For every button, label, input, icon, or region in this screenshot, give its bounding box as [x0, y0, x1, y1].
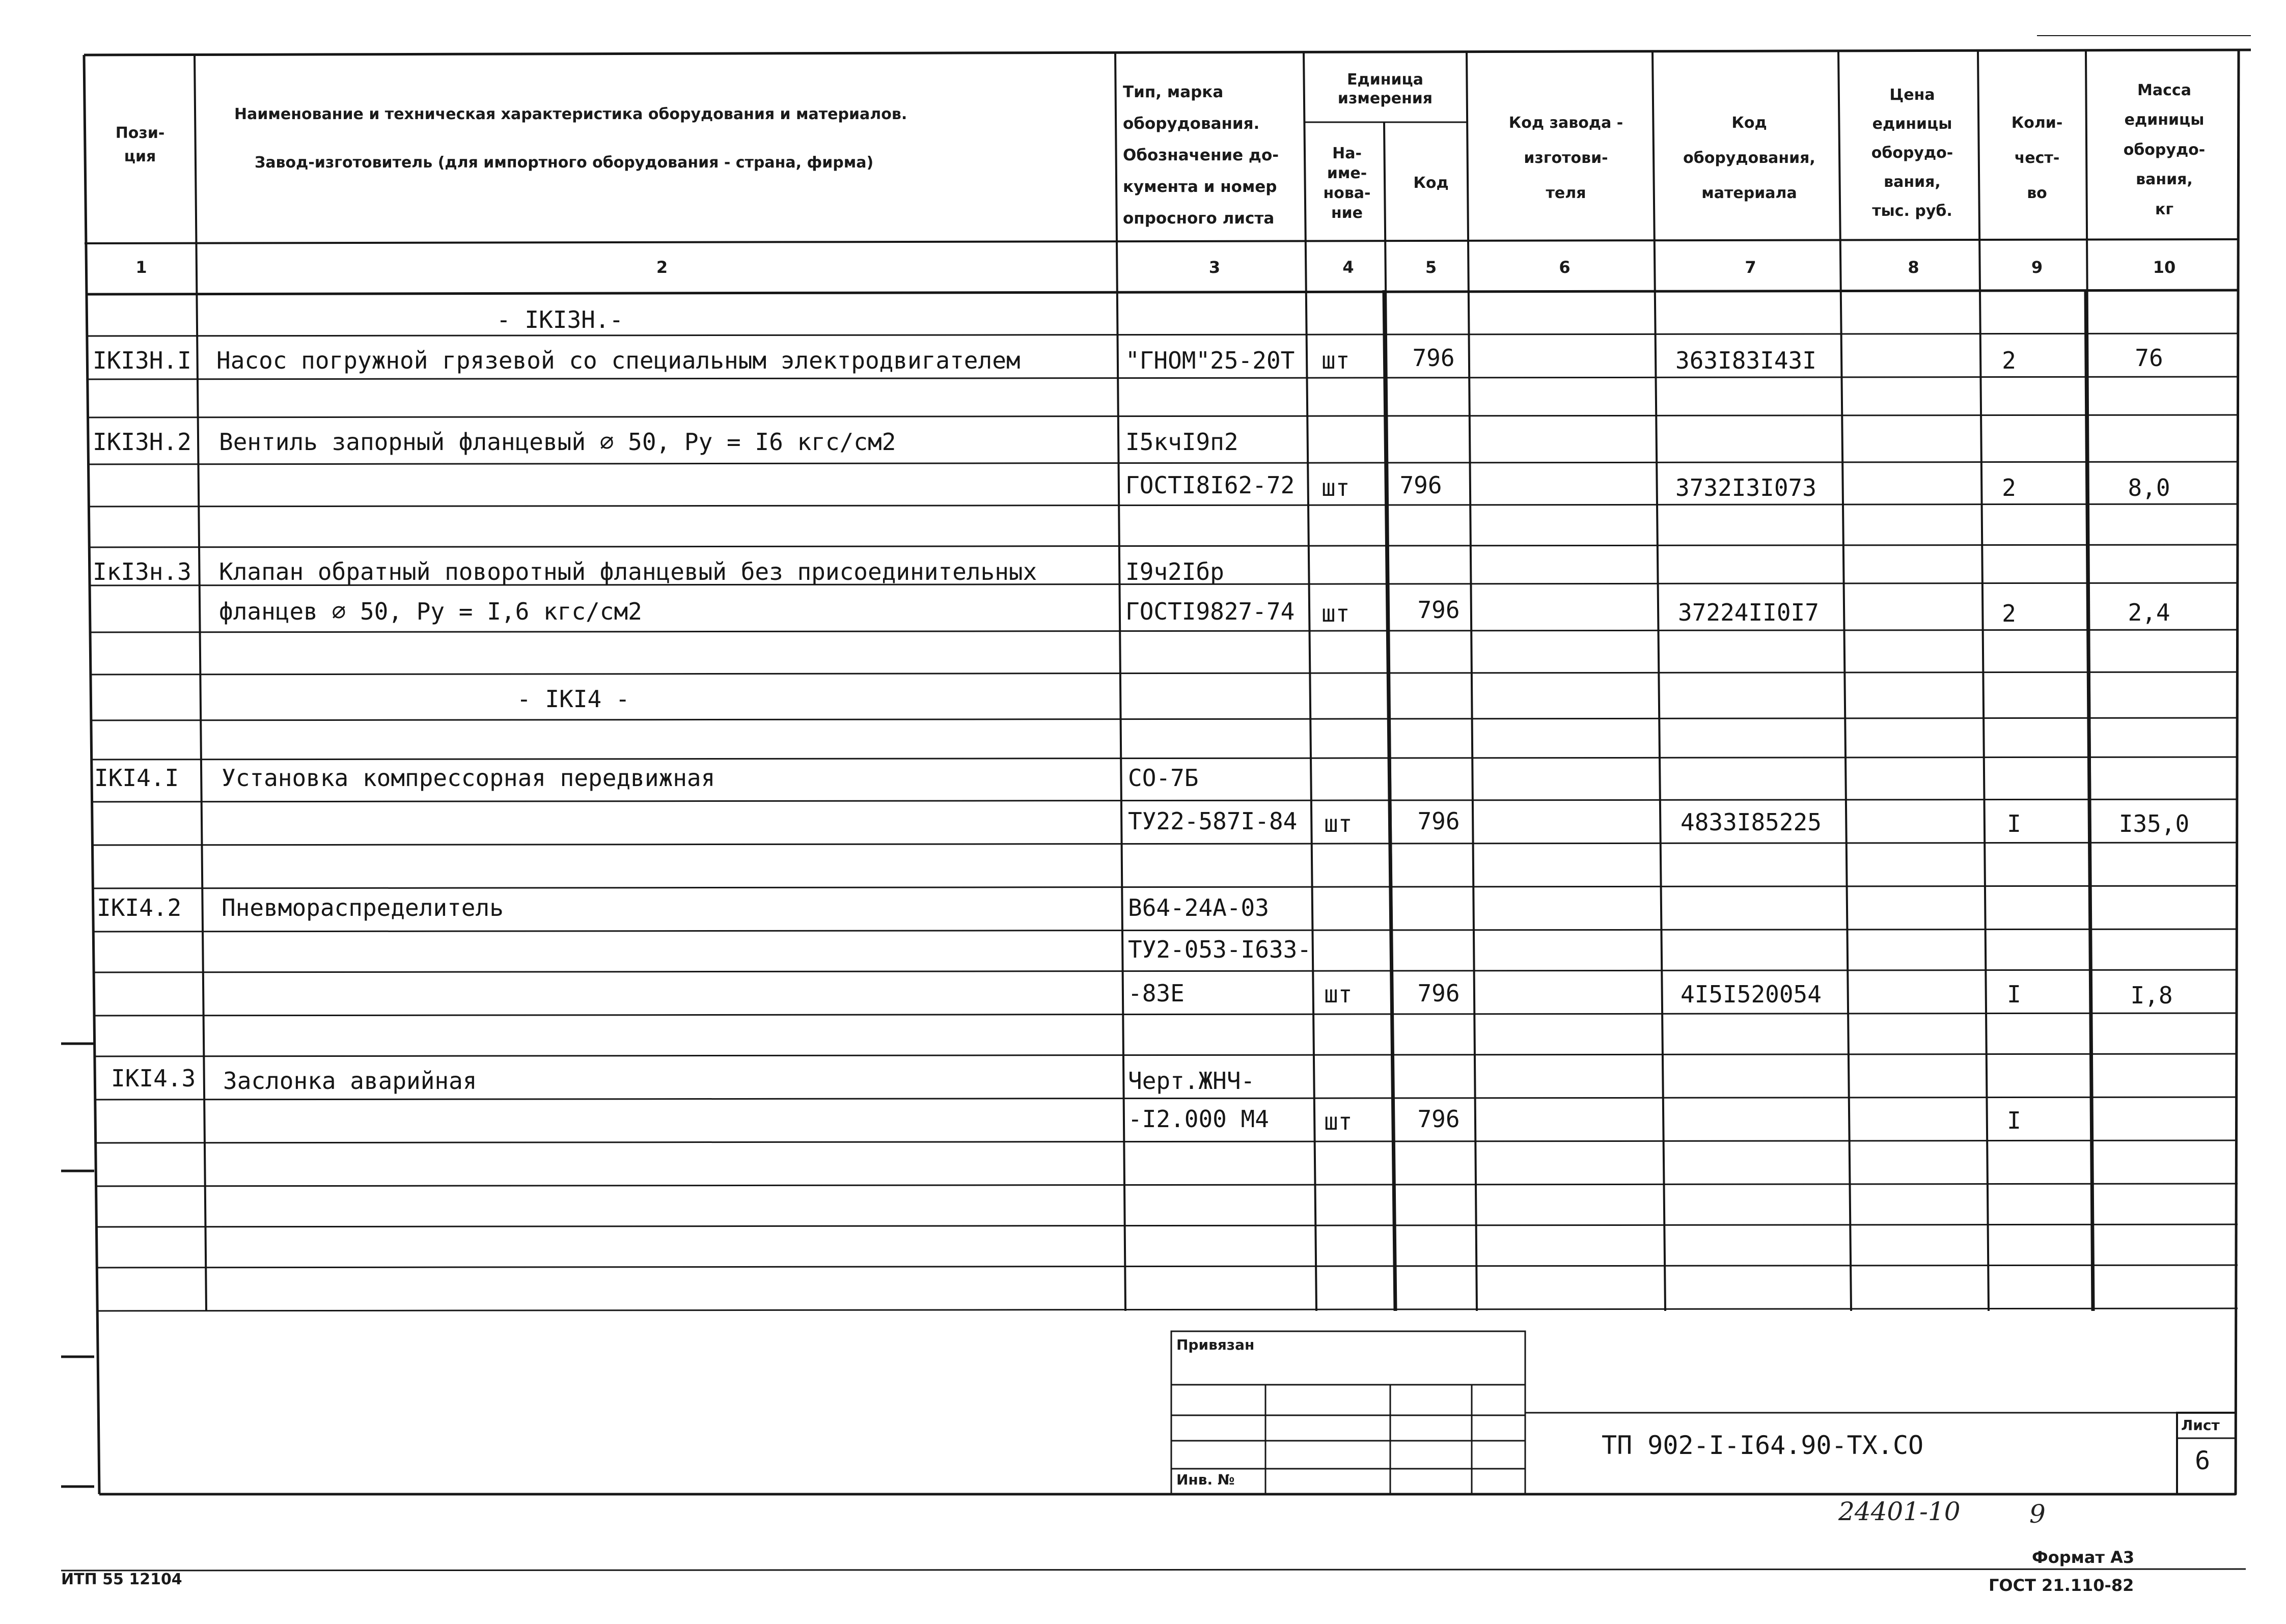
header-type: Тип, марка оборудования. Обозначение до- кумента и номер опросного листа [1123, 83, 1279, 228]
row-type: ГОСТI9827-74 [1125, 598, 1295, 625]
row-position: IKI3H.2 [93, 428, 191, 456]
sheet-label: Лист [2181, 1417, 2220, 1434]
row-quantity: 2 [2002, 600, 2016, 627]
row-position: IKI4.2 [97, 894, 182, 921]
row-unit: шт [1321, 347, 1350, 374]
row-quantity: I [2007, 981, 2021, 1008]
row-equipment-code: 363I83I43I [1675, 347, 1816, 374]
row-unit-code: 796 [1417, 979, 1460, 1007]
header-equipment-code: Код оборудования, материала [1683, 114, 1815, 202]
row-mass: 2,4 [2128, 599, 2170, 626]
row-equipment-code: 37224II0I7 [1678, 599, 1819, 626]
row-position: IKI3H.I [93, 347, 191, 374]
header-unit-code: Код [1413, 174, 1449, 192]
row-unit-code: 796 [1417, 1105, 1460, 1133]
row-quantity: I [2007, 810, 2021, 837]
handwritten-page: 9 [2029, 1499, 2046, 1529]
row-type: Черт.ЖНЧ- [1128, 1067, 1255, 1095]
section-title: - IKI4 - [517, 685, 630, 713]
row-name: Клапан обратный поворотный фланцевый без присоединительных [219, 558, 1037, 585]
row-name: фланцев ∅ 50, Ру = I,6 кгс/см2 [219, 598, 642, 625]
row-equipment-code: 4I5I520054 [1681, 981, 1822, 1008]
document-code: ТП 902-I-I64.90-ТХ.СО [1602, 1431, 1924, 1460]
column-number: 10 [2153, 258, 2176, 277]
format-label: Формат А3 [2032, 1548, 2135, 1567]
row-mass: I,8 [2130, 982, 2173, 1009]
row-quantity: 2 [2002, 474, 2016, 501]
sheet-number: 6 [2195, 1446, 2211, 1475]
row-name: Насос погружной грязевой со специальным электродвигателем [216, 347, 1021, 374]
row-type: В64-24А-03 [1128, 894, 1269, 921]
row-position: IкI3н.3 [93, 558, 191, 585]
row-type: СО-7Б [1128, 764, 1199, 792]
row-name: Установка компрессорная передвижная [222, 764, 715, 792]
row-mass: I35,0 [2118, 810, 2190, 837]
itp-label: ИТП 55 12104 [61, 1571, 182, 1588]
row-unit: шт [1324, 810, 1353, 837]
column-number: 8 [1908, 258, 1919, 277]
header-mass: Масса единицы оборудо- вания, кг [2123, 81, 2206, 218]
header-quantity: Коли- чест- во [2011, 114, 2063, 202]
section-title: - IKI3H.- [497, 306, 624, 333]
row-unit-code: 796 [1417, 596, 1460, 624]
row-unit-code: 796 [1412, 344, 1455, 372]
privyazan-label: Привязан [1176, 1336, 1255, 1353]
row-position: IKI4.3 [111, 1065, 196, 1092]
row-type: ТУ22-587I-84 [1128, 807, 1298, 835]
gost-label: ГОСТ 21.110-82 [1989, 1576, 2134, 1595]
row-name: Вентиль запорный фланцевый ∅ 50, Ру = I6 кгс/см2 [219, 428, 896, 456]
header-name-line1: Наименование и техническая характеристика оборудования и материалов. [234, 105, 907, 123]
row-type: I5кчI9п2 [1125, 428, 1238, 456]
column-number: 3 [1208, 258, 1221, 277]
row-name: Пневмораспределитель [222, 894, 504, 921]
row-unit: шт [1321, 474, 1350, 501]
header-factory-code: Код завода - изготови- теля [1508, 114, 1623, 202]
header-position: Пози- ция [115, 124, 165, 165]
column-number: 7 [1745, 258, 1756, 277]
header-price: Цена единицы оборудо- вания, тыс. руб. [1871, 86, 1953, 220]
row-position: IKI4.I [94, 764, 179, 792]
row-mass: 76 [2135, 344, 2163, 372]
row-unit: шт [1324, 981, 1353, 1008]
row-name: Заслонка аварийная [223, 1067, 477, 1095]
inventory-number-label: Инв. № [1176, 1471, 1235, 1488]
header-name-line2: Завод-изготовитель (для импортного оборудования - страна, фирма) [255, 153, 874, 172]
column-number: 2 [656, 258, 668, 277]
row-equipment-code: 3732I3I073 [1675, 474, 1816, 501]
column-number: 4 [1342, 258, 1354, 277]
row-unit-code: 796 [1399, 471, 1442, 499]
column-number: 5 [1425, 258, 1437, 277]
row-type: ГОСТI8I62-72 [1125, 471, 1295, 499]
row-type: I9ч2Iбр [1125, 558, 1224, 585]
row-type: ТУ2-053-I633- [1128, 936, 1312, 963]
row-unit: шт [1321, 600, 1350, 627]
row-type: -I2.000 М4 [1128, 1105, 1269, 1133]
row-type: "ГНОМ"25-20Т [1125, 347, 1295, 374]
row-unit-code: 796 [1417, 807, 1460, 835]
header-unit-group: Единица измерения [1337, 70, 1433, 107]
column-number: 1 [135, 258, 147, 277]
row-quantity: I [2007, 1107, 2021, 1134]
column-number: 6 [1559, 258, 1571, 277]
row-equipment-code: 4833I85225 [1681, 808, 1822, 836]
row-mass: 8,0 [2128, 474, 2170, 501]
row-quantity: 2 [2002, 347, 2016, 374]
header-unit-name: На- име- нова- ние [1323, 145, 1371, 222]
row-unit: шт [1324, 1108, 1353, 1135]
column-number: 9 [2031, 258, 2043, 277]
row-type: -83Е [1128, 979, 1185, 1007]
handwritten-number: 24401-10 [1838, 1497, 1961, 1526]
